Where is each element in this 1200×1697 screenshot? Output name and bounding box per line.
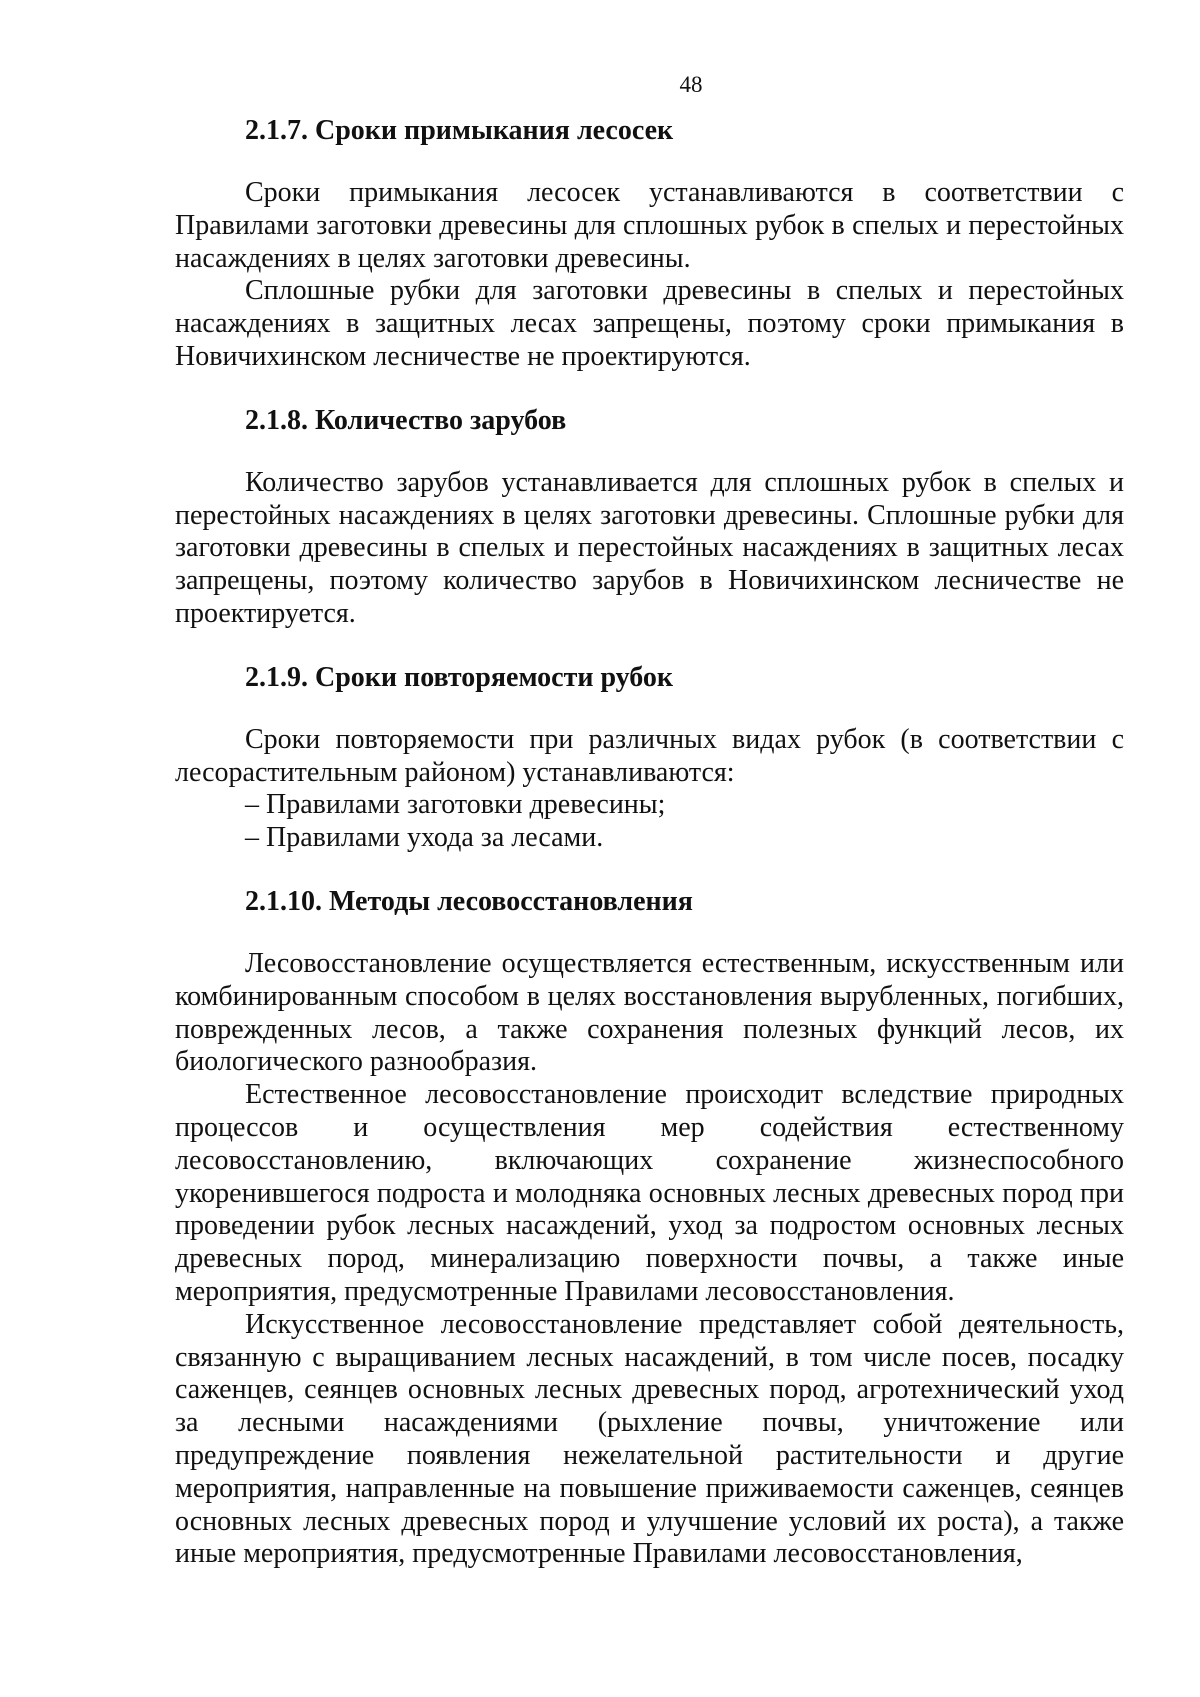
section-2-1-9	[175, 661, 1124, 855]
paragraph: Сроки повторяемости при различных видах рубок (в соответствии с лесорастительным районом) устанавливаются:	[175, 723, 1124, 788]
document-body	[175, 114, 1124, 1601]
section-2-1-10	[175, 885, 1124, 1571]
paragraph: Сроки примыкания лесосек устанавливаются в соответствии с Правилами заготовки древесины для сплошных рубок в спелых и перестойных насаждениях в целях заготовки древесины.	[175, 177, 1124, 274]
paragraph: Сплошные рубки для заготовки древесины в спелых и перестойных насаждениях в защитных лесах запрещены, поэтому сроки примыкания в Новичихинском лесничестве не проектируются.	[175, 275, 1124, 372]
paragraph: Естественное лесовосстановление происходит вследствие природных процессов и осуществления мер содействия естественному лесовосстановлению, включающих сохранение жизнеспособного укоренившегося подроста и молодняка основных лесных древесных пород при проведении рубок лесных насаждений, уход за подростом основных лесных древесных пород, минерализацию поверхности почвы, а также иные мероприятия, предусмотренные Правилами лесовосстановления.	[175, 1079, 1124, 1307]
list-item: – Правилами ухода за лесами.	[245, 822, 604, 854]
section-heading: 2.1.10. Методы лесовосстановления	[245, 885, 693, 917]
paragraph: Искусственное лесовосстановление представляет собой деятельность, связанную с выращиванием лесных насаждений, в том числе посев, посадку саженцев, сеянцев основных лесных древесных пород, агротехнический уход за лесными насаждениями (рыхление почвы, уничтожение или предупреждение появления нежелательной растительности и другие мероприятия, направленные на повышение приживаемости саженцев, сеянцев основных лесных древесных пород и улучшение условий их роста), а также иные мероприятия, предусмотренные Правилами лесовосстановления,	[175, 1308, 1124, 1570]
paragraph: Количество зарубов устанавливается для сплошных рубок в спелых и перестойных насаждениях в целях заготовки древесины. Сплошные рубки для заготовки древесины в спелых и перестойных насаждениях в защитных лесах запрещены, поэтому количество зарубов в Новичихинском лесничестве не проектируется.	[175, 466, 1124, 629]
section-heading: 2.1.8. Количество зарубов	[245, 404, 567, 436]
section-heading: 2.1.9. Сроки повторяемости рубок	[245, 661, 674, 693]
section-2-1-8	[175, 404, 1124, 631]
section-2-1-7	[175, 114, 1124, 374]
page-number: 48	[679, 72, 703, 97]
section-heading: 2.1.7. Сроки примыкания лесосек	[245, 115, 674, 146]
list-item: – Правилами заготовки древесины;	[245, 789, 666, 821]
paragraph: Лесовосстановление осуществляется естественным, искусственным или комбинированным способом в целях восстановления вырубленных, погибших, поврежденных лесов, а также сохранения полезных функций лесов, их биологического разнообразия.	[175, 947, 1124, 1078]
